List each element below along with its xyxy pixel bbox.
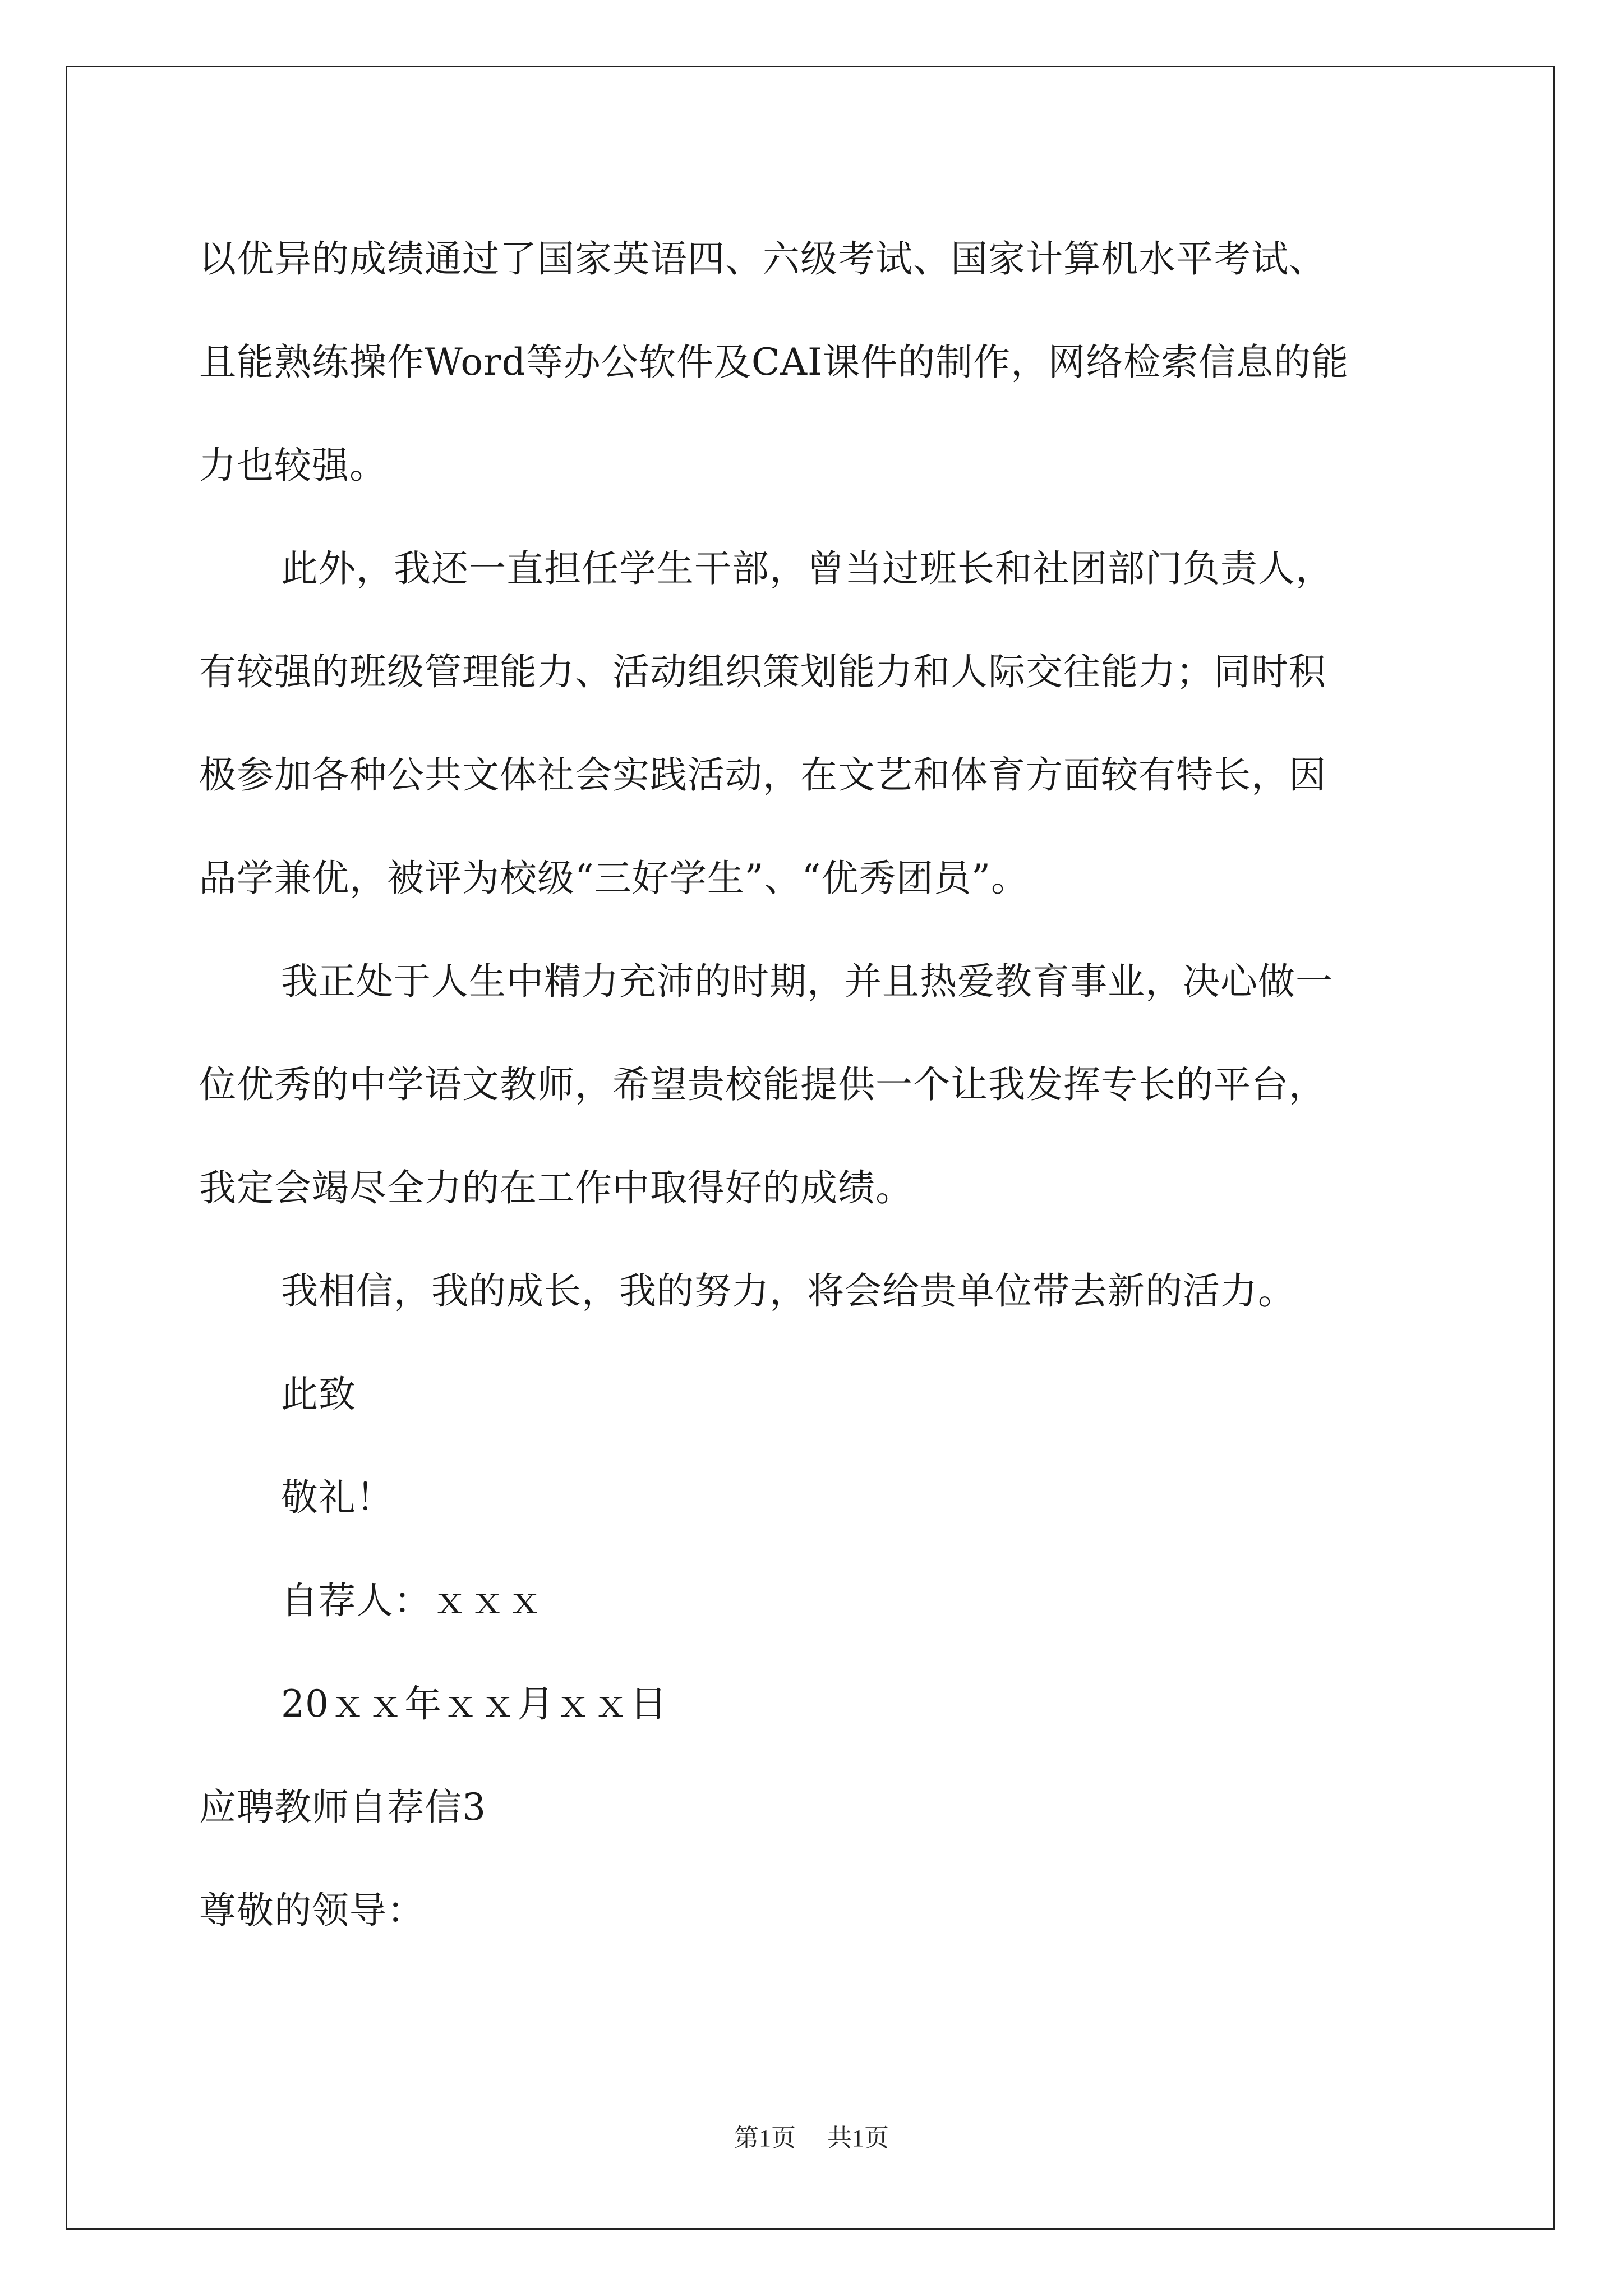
- paragraph: [199, 930, 1438, 1240]
- paragraph: [199, 1653, 1438, 1756]
- text-line: 极参加各种公共文体社会实践活动，在文艺和体育方面较有特长，因: [199, 753, 1326, 797]
- paragraph: [199, 1756, 1438, 1859]
- text-line: 应聘教师自荐信3: [199, 1786, 486, 1829]
- page-footer: [0, 2122, 1623, 2155]
- text-line: 敬礼！: [281, 1476, 394, 1519]
- text-line: 且能熟练操作Word等办公软件及CAI课件的制作，网络检索信息的能: [199, 341, 1349, 384]
- text-line: 我相信，我的成长，我的努力，将会给贵单位带去新的活力。: [281, 1269, 1295, 1313]
- paragraph: [199, 1859, 1438, 1962]
- paragraph: [199, 208, 1438, 517]
- paragraph: [199, 1343, 1438, 1446]
- text-line: 我定会竭尽全力的在工作中取得好的成绩。: [199, 1166, 913, 1209]
- text-line: 我正处于人生中精力充沛的时期，并且热爱教育事业，决心做一: [281, 960, 1333, 1003]
- text-line: 品学兼优，被评为校级“三好学生”、“优秀团员”。: [199, 857, 1029, 900]
- text-line: 此外，我还一直担任学生干部，曾当过班长和社团部门负责人，: [281, 547, 1333, 590]
- paragraph: [199, 1446, 1438, 1549]
- paragraph: [199, 1549, 1438, 1653]
- paragraph: [199, 1240, 1438, 1343]
- text-line: 自荐人：ｘｘｘ: [281, 1579, 544, 1622]
- text-line: 有较强的班级管理能力、活动组织策划能力和人际交往能力；同时积: [199, 650, 1326, 693]
- text-line: 位优秀的中学语文教师，希望贵校能提供一个让我发挥专长的平台，: [199, 1063, 1326, 1106]
- text-line: 尊敬的领导：: [199, 1889, 425, 1932]
- text-line: 20ｘｘ年ｘｘ月ｘｘ日: [281, 1682, 667, 1726]
- text-line: 力也较强。: [199, 444, 387, 487]
- text-line: 此致: [281, 1373, 356, 1416]
- page-total: 共1页: [827, 2124, 889, 2152]
- text-line: 以优异的成绩通过了国家英语四、六级考试、国家计算机水平考试、: [199, 237, 1326, 280]
- paragraph: [199, 517, 1438, 930]
- document-body: [199, 208, 1438, 1962]
- page-number: 第1页: [734, 2124, 796, 2152]
